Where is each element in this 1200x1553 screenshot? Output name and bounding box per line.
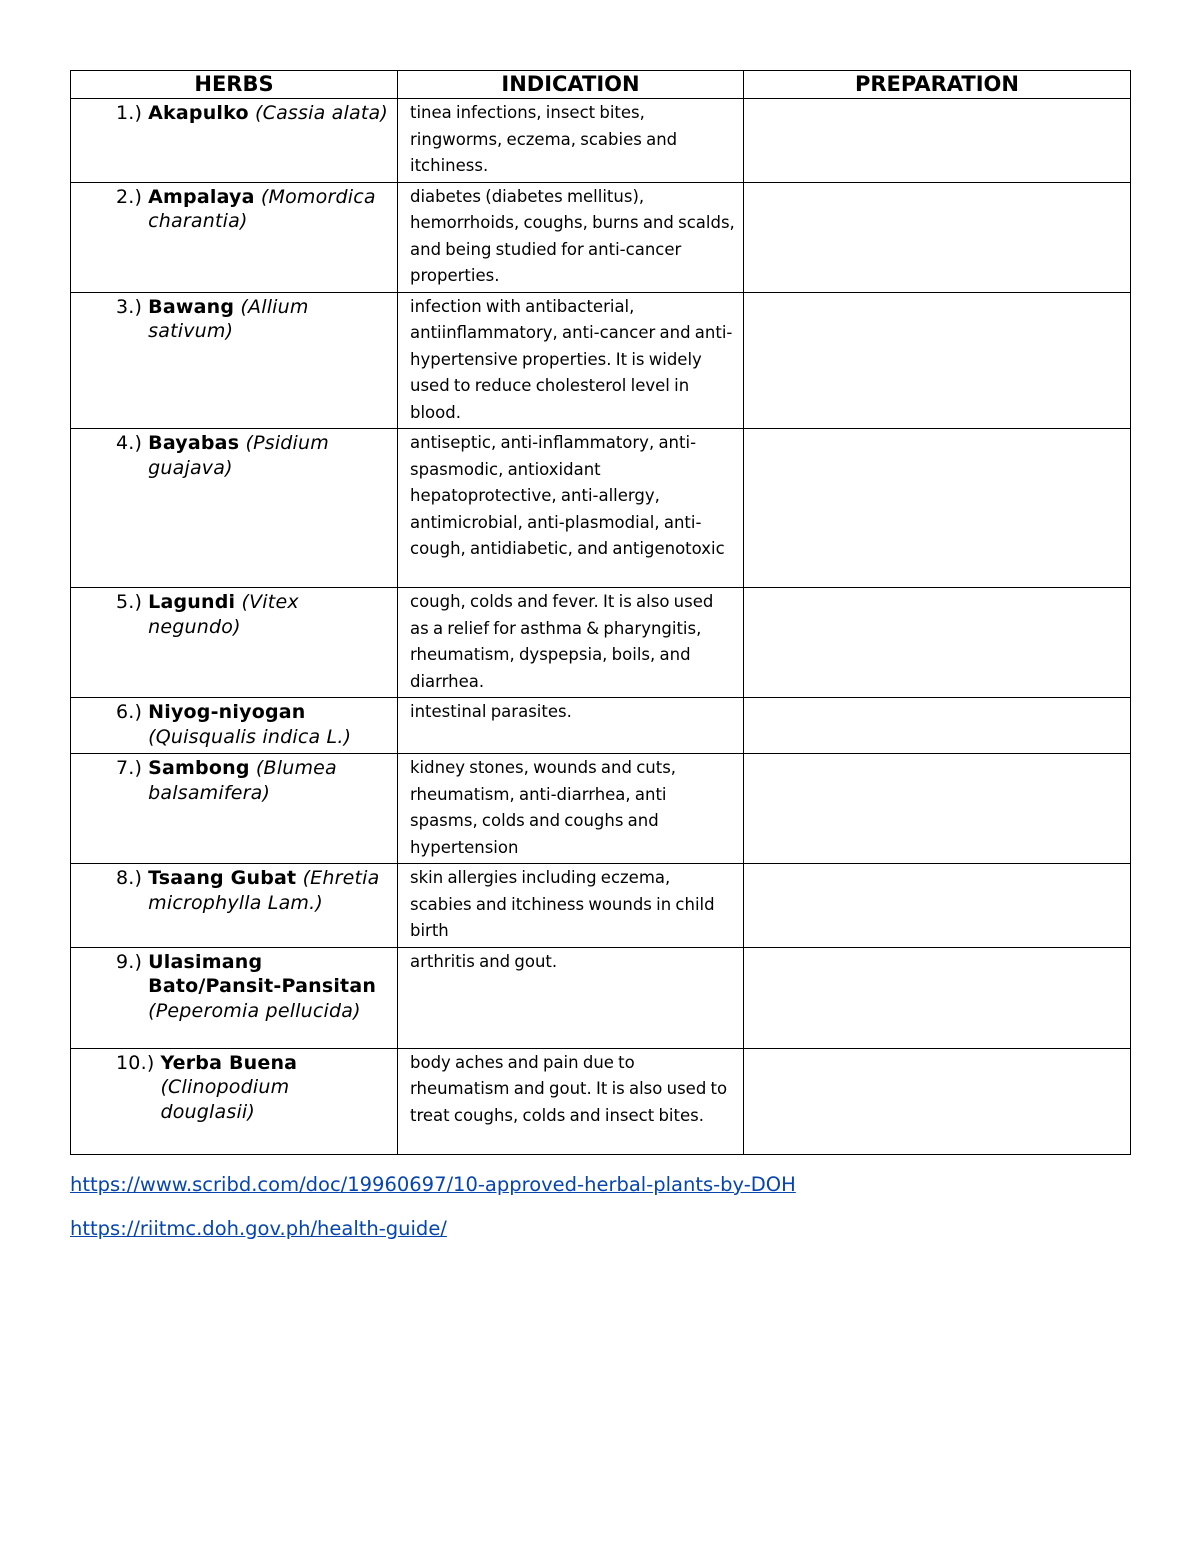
preparation-cell [744, 864, 1131, 948]
preparation-cell [744, 429, 1131, 588]
herb-name: Akapulko [148, 102, 249, 124]
herb-scientific-name: (Psidium guajava) [148, 432, 329, 479]
herb-cell [71, 947, 398, 1048]
table-row [71, 864, 1131, 948]
indication-cell: kidney stones, wounds and cuts, rheumatism, anti-diarrhea, anti spasms, colds and coughs and hypertension [398, 754, 744, 864]
herb-number: 5.) [116, 591, 143, 613]
herb-scientific-name: (Allium sativum) [148, 295, 309, 342]
herb-number: 9.) [116, 950, 143, 973]
table-header-row [71, 71, 1131, 99]
herb-number: 1.) [116, 102, 143, 124]
herb-name: Niyog-niyogan [148, 701, 306, 723]
herb-cell [71, 182, 398, 292]
herb-number: 8.) [116, 867, 143, 889]
header-herbs: HERBS [71, 71, 398, 99]
indication-cell: infection with antibacterial, antiinflammatory, anti-cancer and anti-hypertensive properties. It is widely used to reduce cholesterol level in blood. [398, 292, 744, 429]
indication-cell: antiseptic, anti-inflammatory, anti-spasmodic, antioxidant hepatoprotective, anti-allergy, antimicrobial, anti-plasmodial, anti-cough, antidiabetic, and antigenotoxic [398, 429, 744, 588]
table-row [71, 99, 1131, 183]
preparation-cell [744, 1048, 1131, 1154]
herb-scientific-name: (Ehretia microphylla Lam.) [148, 867, 380, 914]
reference-link-doh[interactable]: https://riitmc.doh.gov.ph/health-guide/ [70, 1217, 447, 1240]
herb-scientific-name: (Momordica charantia) [148, 185, 376, 232]
herb-name: Sambong [148, 757, 250, 779]
indication-cell: skin allergies including eczema, scabies and itchiness wounds in child birth [398, 864, 744, 948]
herb-scientific-name: (Clinopodium douglasii) [160, 1076, 290, 1123]
herb-cell [71, 429, 398, 588]
herb-cell [71, 292, 398, 429]
herb-name: Ulasimang Bato/Pansit-Pansitan [148, 950, 377, 997]
herb-number: 4.) [116, 432, 143, 454]
herb-number: 10.) [116, 1051, 155, 1074]
herb-scientific-name: (Cassia alata) [254, 102, 388, 124]
herb-number: 6.) [116, 701, 143, 723]
herbs-table [70, 70, 1131, 1155]
reference-links [70, 1172, 796, 1260]
preparation-cell [744, 588, 1131, 698]
table-row [71, 588, 1131, 698]
herb-scientific-name: (Peperomia pellucida) [148, 999, 361, 1022]
herb-scientific-name: (Blumea balsamifera) [148, 757, 337, 804]
preparation-cell [744, 182, 1131, 292]
table-row [71, 292, 1131, 429]
table-row [71, 1048, 1131, 1154]
preparation-cell [744, 947, 1131, 1048]
herb-cell [71, 1048, 398, 1154]
herb-name: Ampalaya [148, 185, 255, 208]
indication-cell: intestinal parasites. [398, 698, 744, 754]
indication-cell: body aches and pain due to rheumatism and gout. It is also used to treat coughs, colds and insect bites. [398, 1048, 744, 1154]
table-row [71, 947, 1131, 1048]
indication-cell: tinea infections, insect bites, ringworms, eczema, scabies and itchiness. [398, 99, 744, 183]
herb-cell [71, 588, 398, 698]
preparation-cell [744, 754, 1131, 864]
herb-number: 3.) [116, 295, 143, 318]
herb-number: 7.) [116, 757, 143, 779]
herb-name: Tsaang Gubat [148, 867, 297, 889]
indication-cell: arthritis and gout. [398, 947, 744, 1048]
herb-scientific-name: (Vitex negundo) [148, 591, 299, 638]
preparation-cell [744, 292, 1131, 429]
herb-name: Lagundi [148, 591, 236, 613]
indication-cell: diabetes (diabetes mellitus), hemorrhoids, coughs, burns and scalds, and being studied for anti-cancer properties. [398, 182, 744, 292]
herb-number: 2.) [116, 185, 143, 208]
preparation-cell [744, 99, 1131, 183]
header-indication: INDICATION [398, 71, 744, 99]
herb-cell [71, 864, 398, 948]
reference-link-scribd[interactable]: https://www.scribd.com/doc/19960697/10-approved-herbal-plants-by-DOH [70, 1173, 796, 1196]
table-row [71, 429, 1131, 588]
header-preparation: PREPARATION [744, 71, 1131, 99]
herb-cell [71, 754, 398, 864]
table-row [71, 754, 1131, 864]
herb-cell [71, 698, 398, 754]
preparation-cell [744, 698, 1131, 754]
table-row [71, 698, 1131, 754]
table-row [71, 182, 1131, 292]
herb-name: Bawang [148, 295, 235, 318]
herb-scientific-name: (Quisqualis indica L.) [148, 725, 352, 748]
herb-name: Yerba Buena [160, 1051, 298, 1074]
herb-cell [71, 99, 398, 183]
indication-cell: cough, colds and fever. It is also used as a relief for asthma & pharyngitis, rheumatism, dyspepsia, boils, and diarrhea. [398, 588, 744, 698]
herb-name: Bayabas [148, 432, 240, 454]
